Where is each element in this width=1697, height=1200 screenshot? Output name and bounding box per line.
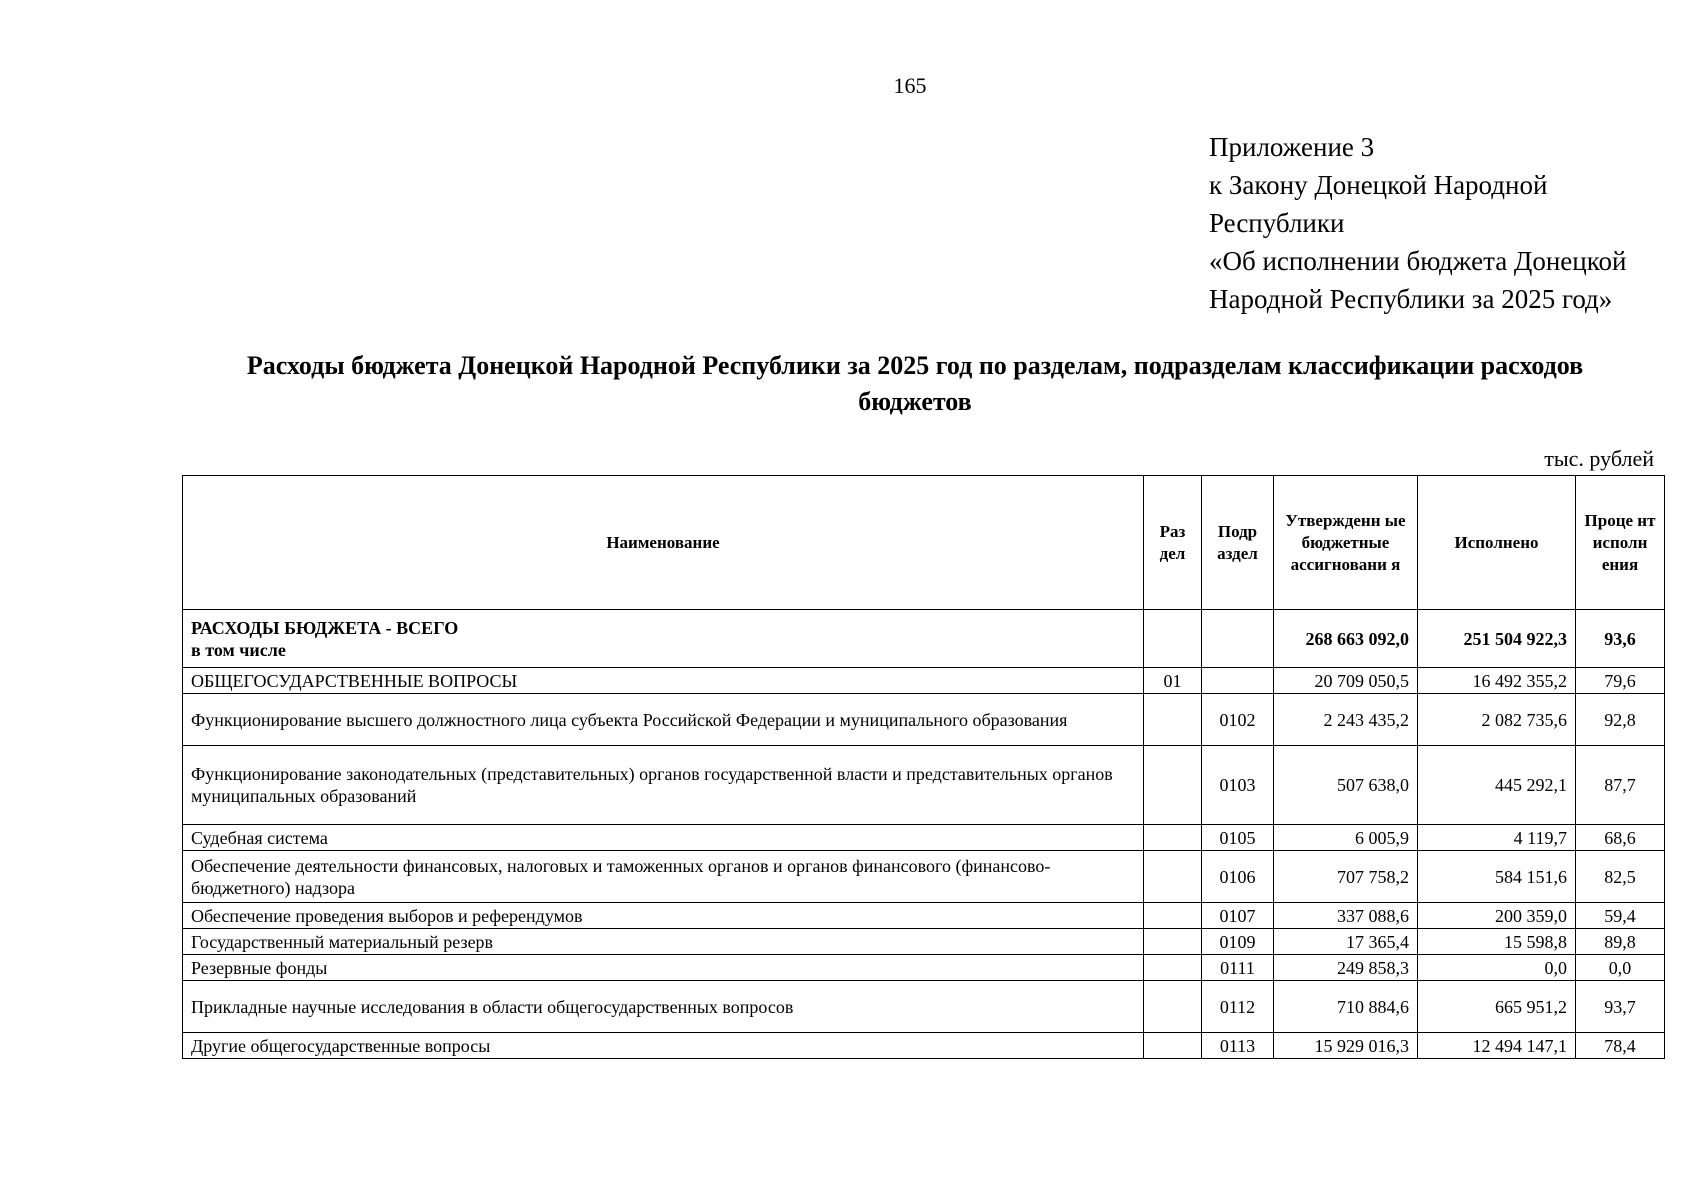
row-section	[1144, 694, 1202, 746]
row-subsection: 0102	[1202, 694, 1274, 746]
row-subsection: 0105	[1202, 825, 1274, 851]
row-executed: 0,0	[1418, 955, 1576, 981]
appendix-line: Приложение 3	[1209, 132, 1375, 162]
row-name: Функционирование высшего должностного лица субъекта Российской Федерации и муниципального образования	[183, 694, 1144, 746]
row-approved: 20 709 050,5	[1274, 668, 1418, 694]
row-executed: 445 292,1	[1418, 746, 1576, 825]
row-approved: 337 088,6	[1274, 903, 1418, 929]
row-approved: 6 005,9	[1274, 825, 1418, 851]
table-header-row	[183, 476, 1665, 610]
total-section	[1144, 610, 1202, 668]
row-approved: 507 638,0	[1274, 746, 1418, 825]
row-percent: 78,4	[1576, 1033, 1665, 1059]
total-percent: 93,6	[1576, 610, 1665, 668]
row-subsection: 0106	[1202, 851, 1274, 903]
document-title-line: Расходы бюджета Донецкой Народной Республики за 2025 год по разделам, подразделам классификации расходов	[246, 351, 1584, 380]
total-name-cell	[183, 610, 1144, 668]
row-approved: 710 884,6	[1274, 981, 1418, 1033]
row-section	[1144, 1033, 1202, 1059]
table-row	[183, 981, 1665, 1033]
document-title-line: бюджетов	[858, 387, 972, 416]
table-row-total	[183, 610, 1665, 668]
row-percent: 93,7	[1576, 981, 1665, 1033]
row-approved: 2 243 435,2	[1274, 694, 1418, 746]
column-header-approved: Утвержденн ые бюджетные ассигновани я	[1274, 476, 1418, 610]
appendix-line: к Закону Донецкой Народной	[1209, 170, 1548, 200]
column-header-section: Раз дел	[1144, 476, 1202, 610]
row-percent: 0,0	[1576, 955, 1665, 981]
units-label: тыс. рублей	[1544, 446, 1654, 471]
appendix-line: Республики	[1209, 208, 1345, 238]
page-number: 165	[893, 73, 927, 98]
row-section	[1144, 746, 1202, 825]
row-subsection: 0109	[1202, 929, 1274, 955]
row-percent: 79,6	[1576, 668, 1665, 694]
row-name: Обеспечение деятельности финансовых, налоговых и таможенных органов и органов финансового (финансово-бюджетного) надзора	[183, 851, 1144, 903]
row-section	[1144, 981, 1202, 1033]
total-subname: в том числе	[191, 639, 286, 660]
table-row	[183, 929, 1665, 955]
table-row	[183, 851, 1665, 903]
row-approved: 707 758,2	[1274, 851, 1418, 903]
row-name: Другие общегосударственные вопросы	[183, 1033, 1144, 1059]
row-subsection	[1202, 668, 1274, 694]
row-approved: 15 929 016,3	[1274, 1033, 1418, 1059]
table-row	[183, 1033, 1665, 1059]
row-approved: 17 365,4	[1274, 929, 1418, 955]
table-row	[183, 955, 1665, 981]
table-row	[183, 668, 1665, 694]
row-name: Государственный материальный резерв	[183, 929, 1144, 955]
table-row	[183, 694, 1665, 746]
row-name: Прикладные научные исследования в области общегосударственных вопросов	[183, 981, 1144, 1033]
row-name: Судебная система	[183, 825, 1144, 851]
row-section	[1144, 851, 1202, 903]
row-approved: 249 858,3	[1274, 955, 1418, 981]
row-executed: 584 151,6	[1418, 851, 1576, 903]
row-subsection: 0112	[1202, 981, 1274, 1033]
total-approved: 268 663 092,0	[1274, 610, 1418, 668]
total-name: РАСХОДЫ БЮДЖЕТА - ВСЕГО	[191, 617, 459, 638]
column-header-executed: Исполнено	[1418, 476, 1576, 610]
row-percent: 92,8	[1576, 694, 1665, 746]
row-section	[1144, 903, 1202, 929]
appendix-block	[1209, 128, 1679, 318]
row-subsection: 0107	[1202, 903, 1274, 929]
appendix-line: Народной Республики за 2025 год»	[1209, 284, 1613, 314]
table-row	[183, 746, 1665, 825]
row-section	[1144, 929, 1202, 955]
row-subsection: 0103	[1202, 746, 1274, 825]
table-row	[183, 903, 1665, 929]
row-percent: 89,8	[1576, 929, 1665, 955]
total-subsection	[1202, 610, 1274, 668]
row-section: 01	[1144, 668, 1202, 694]
row-name: Функционирование законодательных (представительных) органов государственной власти и представительных органов муниципальных образований	[183, 746, 1144, 825]
row-name: ОБЩЕГОСУДАРСТВЕННЫЕ ВОПРОСЫ	[183, 668, 1144, 694]
row-executed: 200 359,0	[1418, 903, 1576, 929]
row-percent: 68,6	[1576, 825, 1665, 851]
row-percent: 82,5	[1576, 851, 1665, 903]
row-percent: 87,7	[1576, 746, 1665, 825]
row-executed: 665 951,2	[1418, 981, 1576, 1033]
row-executed: 12 494 147,1	[1418, 1033, 1576, 1059]
column-header-percent: Проце нт исполн ения	[1576, 476, 1665, 610]
row-executed: 15 598,8	[1418, 929, 1576, 955]
row-subsection: 0111	[1202, 955, 1274, 981]
row-name: Обеспечение проведения выборов и референдумов	[183, 903, 1144, 929]
row-section	[1144, 825, 1202, 851]
row-percent: 59,4	[1576, 903, 1665, 929]
column-header-subsection: Подр аздел	[1202, 476, 1274, 610]
row-subsection: 0113	[1202, 1033, 1274, 1059]
row-executed: 16 492 355,2	[1418, 668, 1576, 694]
column-header-name: Наименование	[183, 476, 1144, 610]
row-section	[1144, 955, 1202, 981]
row-executed: 2 082 735,6	[1418, 694, 1576, 746]
table-row	[183, 825, 1665, 851]
total-executed: 251 504 922,3	[1418, 610, 1576, 668]
appendix-line: «Об исполнении бюджета Донецкой	[1209, 246, 1627, 276]
row-name: Резервные фонды	[183, 955, 1144, 981]
document-title	[170, 348, 1660, 420]
expenditure-table	[182, 475, 1665, 1059]
row-executed: 4 119,7	[1418, 825, 1576, 851]
